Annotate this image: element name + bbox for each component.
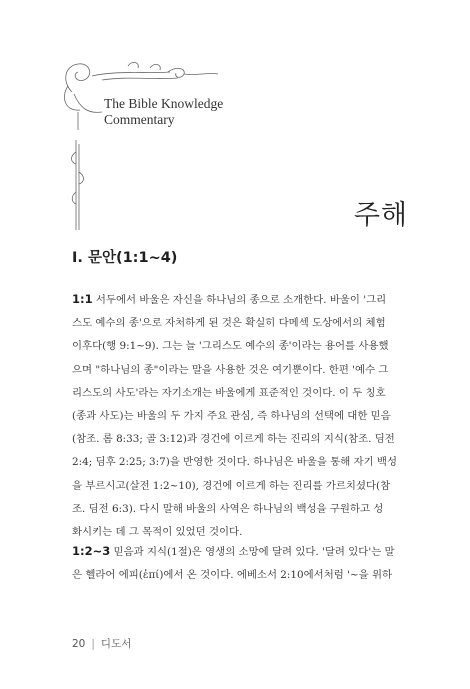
paragraph-line: 조. 딤전 6:3). 다시 말해 바울의 사역은 하나님의 백성을 구원하고 성 [72, 502, 384, 515]
paragraph-verse-1-2-3 [72, 540, 404, 587]
paragraph-verse-1-1 [72, 288, 404, 544]
page-footer [72, 636, 131, 651]
paragraph-line: 이후다(행 9:1~9). 그는 늘 '그리스도 예수의 종'이라는 용어를 사용했 [72, 340, 389, 353]
paragraph-line: 리스도의 사도'라는 자기소개는 바울에게 표준적인 것이다. 이 두 칭호 [72, 386, 386, 399]
paragraph-line: 을 부르시고(살전 1:2~10), 경건에 이르게 하는 진리를 가르치셨다(참 [72, 479, 391, 492]
verse-reference: 1:1 [72, 292, 93, 306]
paragraph-line: 은 헬라어 에피(ἐπί)에서 온 것이다. 에베소서 2:10에서처럼 '~을 위하 [72, 569, 393, 582]
footer-separator: | [91, 638, 95, 650]
paragraph-line: 화시키는 데 그 목적이 있었던 것이다. [72, 526, 243, 539]
book-name: 디도서 [100, 638, 132, 650]
paragraph-line: (참조. 롬 8:33; 골 3:12)과 경건에 이르게 하는 진리의 지식(참조. 딤전 [72, 433, 395, 446]
series-title-line1: The Bible Knowledge [104, 96, 224, 111]
paragraph-line: 스도 예수의 종'으로 자처하게 된 것은 확실히 다메섹 도상에서의 체험 [72, 317, 386, 330]
chapter-title: 주해 [353, 200, 408, 231]
paragraph-line: (종과 사도)는 바울의 두 가지 주요 관심, 즉 하나님의 선택에 대한 믿음 [72, 410, 391, 423]
series-title [104, 96, 223, 128]
series-title-line2: Commentary [104, 112, 175, 127]
paragraph-line: 으며 "하나님의 종"이라는 말을 사용한 것은 여기뿐이다. 한편 '예수 그 [72, 363, 389, 376]
paragraph-line: 2:4; 딤후 2:25; 3:7)을 반영한 것이다. 하나님은 바울을 통해 자기 백성 [72, 456, 397, 469]
verse-reference: 1:2~3 [72, 544, 111, 558]
paragraph-line: 1:2~3 믿음과 지식(1절)은 영생의 소망에 달려 있다. '달려 있다'는 말 [72, 544, 395, 558]
section-heading: I. 문안(1:1~4) [72, 250, 178, 266]
paragraph-line: 1:1 서두에서 바울은 자신을 하나님의 종으로 소개한다. 바울이 '그리 [72, 292, 387, 306]
decorative-flourish-ornament [58, 52, 228, 232]
page-number: 20 [72, 638, 86, 650]
